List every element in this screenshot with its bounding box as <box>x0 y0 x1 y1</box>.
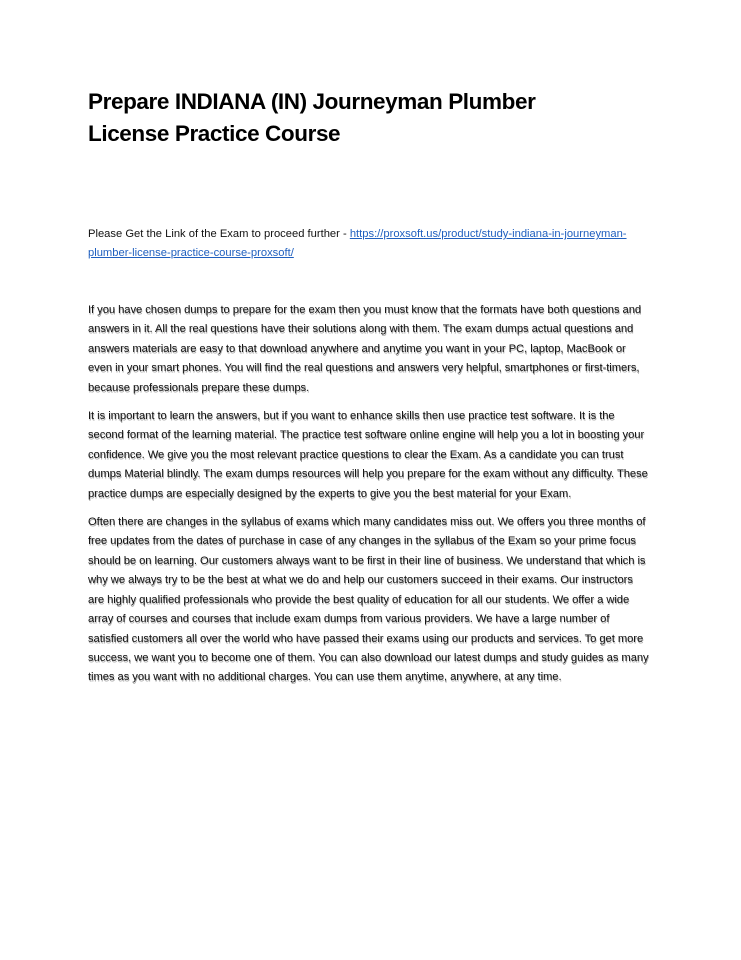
link-intro-text: Please Get the Link of the Exam to proceed further - <box>88 228 350 240</box>
body-text <box>88 301 650 697</box>
body-paragraph-2: It is important to learn the answers, but if you want to enhance skills then use practice test software. It is the second format of the learning material. The practice test software online engine will help you a lot in boosting your confidence. We give you the most relevant practice questions to clear the Exam. As a candidate you can trust dumps Material blindly. The exam dumps resources will help you prepare for the exam without any difficulty. These practice dumps are especially designed by the experts to give you the best material for your Exam. <box>88 410 648 500</box>
body-paragraph-1: If you have chosen dumps to prepare for the exam then you must know that the formats have both questions and answers in it. All the real questions have their solutions along with them. The exam dumps actual questions and answers materials are easy to that download anywhere and anytime you want in your PC, laptop, MacBook or even in your smart phones. You will find the real questions and answers very helpful, smartphones or first-timers, because professionals prepare these dumps. <box>88 304 642 394</box>
page-title <box>88 86 648 150</box>
body-paragraph-3: Often there are changes in the syllabus of exams which many candidates miss out. We offers you three months of free updates from the dates of purchase in case of any changes in the syllabus of the Exam so your prime focus should be on learning. Our customers always want to be first in their line of business. We understand that which is why we always try to be the best at what we do and help our customers succeed in their exams. Our instructors are highly qualified professionals who provide the best quality of education for all our students. We offer a wide array of courses and courses that include exam dumps from various providers. We have a large number of satisfied customers all over the world who have passed their exams using our products and services. To get more success, we want you to become one of them. You can also download our latest dumps and study guides as many times as you want with no additional charges. You can use them anytime, anywhere, at any time. <box>88 516 649 684</box>
exam-link[interactable]: https://proxsoft.us/product/study-indiana-in-journeyman-plumber-license-practice-course-proxsoft/ <box>88 228 627 259</box>
title-line-1: Prepare INDIANA (IN) Journeyman Plumber <box>88 89 536 114</box>
exam-link-paragraph <box>88 225 648 263</box>
title-line-2: License Practice Course <box>88 121 341 146</box>
